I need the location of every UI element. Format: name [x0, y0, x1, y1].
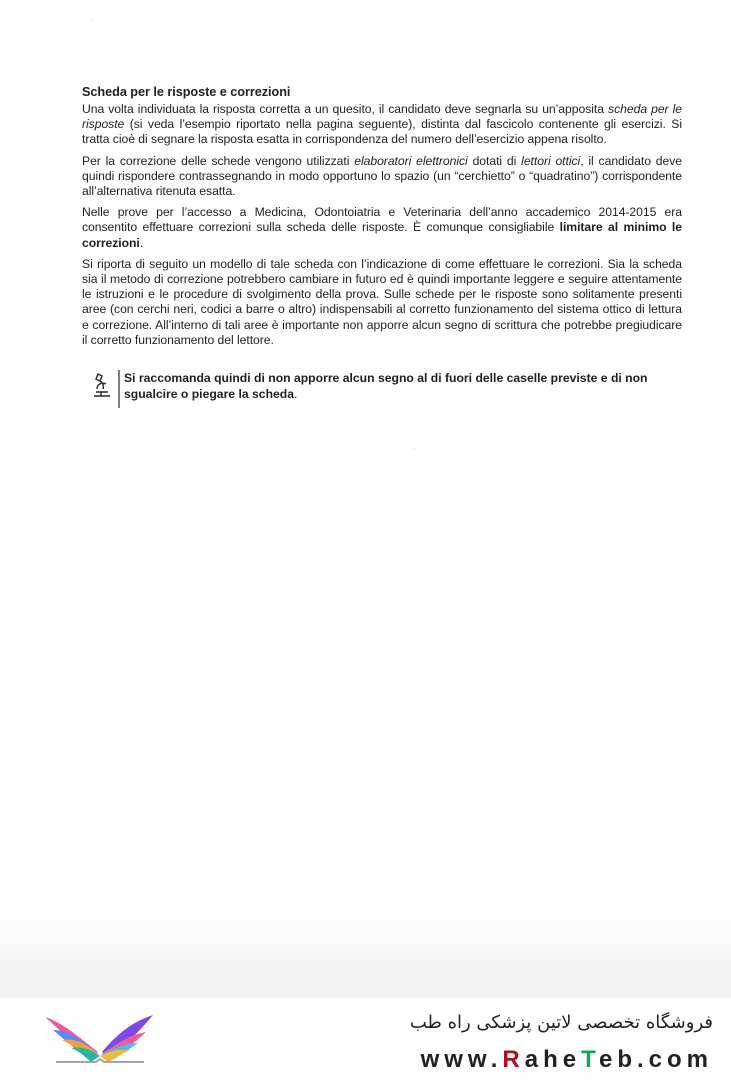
store-name: فروشگاه تخصصی لاتین پزشکی راه طب: [409, 1012, 713, 1033]
note-end-text: .: [294, 386, 298, 401]
footer: [0, 998, 731, 1080]
paragraph-3-text-a: Nelle prove per l’accesso a Medicina, Odontoiatria e Veterinaria dell’anno accademico 2014-2015 era consentito effettuare correzioni sulla scheda delle risposte. È comunque consigliabile: [82, 205, 682, 235]
paragraph-2-text-a: Per la correzione delle schede vengono utilizzati: [82, 153, 355, 168]
url-suffix: .com: [636, 1046, 713, 1073]
paragraph-3-bold: limitare al minimo le correzioni: [82, 220, 682, 250]
paragraph-1-text-a: Una volta individuata la risposta corretta a un quesito, il candidato deve segnarla su un’apposita: [82, 102, 609, 116]
book-logo-icon: [40, 1004, 160, 1064]
recommendation-note: [82, 370, 682, 408]
paragraph-2-text-c: , il candidato deve quindi rispondere contrassegnando in modo opportuno lo spazio (un “cerchietto” o “quadratino”) corrispondente all’alternativa ritenuta esatta.: [82, 153, 683, 199]
website-url[interactable]: [393, 1046, 713, 1074]
url-brand-r: R: [502, 1046, 525, 1073]
paragraph-3: [82, 205, 682, 251]
note-bold-text: Si raccomanda quindi di non apporre alcun segno al di fuori delle caselle previste e di non sgualcire o piegare la scheda: [124, 371, 648, 401]
url-brand-rest-2: eb: [598, 1046, 637, 1073]
note-divider: [118, 370, 120, 408]
url-brand-t: T: [581, 1046, 599, 1073]
paragraph-2-italic-b: lettori ottici: [521, 153, 581, 168]
section-title: Scheda per le risposte e correzioni: [82, 85, 291, 99]
url-brand-rest-1: ahe: [524, 1046, 582, 1073]
paragraph-2: [82, 154, 682, 200]
paragraph-4: Si riporta di seguito un modello di tale scheda con l’indicazione di come effettuare le correzioni. Sia la scheda sia il metodo di correzione potrebbero cambiare in futuro ed è quindi importante leggere e seguire attentamente le istruzioni e le procedure di svolgimento della prova. Sulle schede per le risposte sono solitamente presenti aree (con cerchi neri, codici a barre o altro) indispensabili al corretto funzionamento del sistema ottico di lettura e correzione. All’interno di tali aree è importante non apporre alcun segno di scrittura che potrebbe pregiudicare il corretto funzionamento del lettore.: [82, 256, 682, 347]
paragraph-3-text-b: .: [139, 235, 144, 250]
paragraph-1-text-b: (si veda l’esempio riportato nella pagina seguente), distinta dal fascicolo contenente gli esercizi. Si tratta cioè di segnare la risposta esatta in corrispondenza del numero dell’esercizio appena risolto.: [82, 117, 682, 147]
main-content: [82, 84, 682, 354]
mid-dot-mark: [414, 448, 415, 449]
top-dot-mark: [92, 20, 93, 21]
paragraph-1: [82, 102, 682, 148]
footer-shadow: [0, 910, 731, 1008]
url-prefix: www.: [420, 1046, 503, 1073]
paragraph-2-italic-a: elaboratori elettronici: [354, 153, 468, 168]
microscope-icon: [90, 372, 114, 400]
note-text: [124, 371, 684, 402]
paragraph-1-italic: scheda per le risposte: [82, 102, 682, 132]
paragraph-2-text-b: dotati di: [467, 153, 522, 168]
